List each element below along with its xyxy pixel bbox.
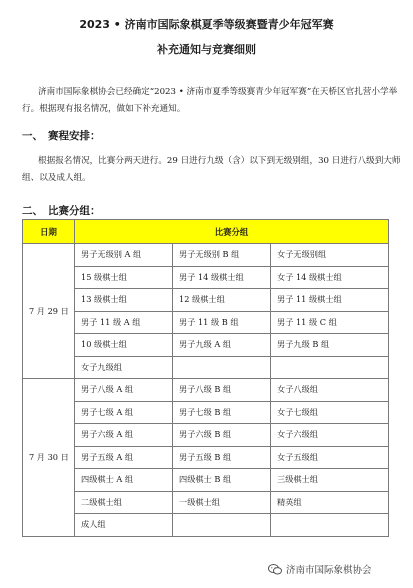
- group-cell: 男子八级 B 组: [173, 379, 271, 402]
- group-cell: 三级棋士组: [271, 469, 389, 492]
- group-cell: 四级棋士 B 组: [173, 469, 271, 492]
- group-cell: 男子 11 级 C 组: [271, 311, 389, 334]
- group-cell: 10 级棋士组: [75, 334, 173, 357]
- table-row: [23, 334, 389, 357]
- group-cell: [173, 514, 271, 537]
- table-row: [23, 289, 389, 312]
- group-cell: 男子九级 B 组: [271, 334, 389, 357]
- date-cell: 7 月 30 日: [23, 379, 75, 537]
- section-title: 比赛分组：: [48, 205, 101, 217]
- group-cell: [173, 356, 271, 379]
- date-cell: 7 月 29 日: [23, 244, 75, 379]
- group-cell: 一级棋士组: [173, 491, 271, 514]
- table-row: [23, 401, 389, 424]
- group-cell: 男子七级 A 组: [75, 401, 173, 424]
- group-cell: 女子七级组: [271, 401, 389, 424]
- table-row: [23, 446, 389, 469]
- section-number: 二、: [22, 205, 43, 217]
- group-cell: 男子八级 A 组: [75, 379, 173, 402]
- table-row: [23, 311, 389, 334]
- group-cell: 男子 14 级棋士组: [173, 266, 271, 289]
- group-cell: 男子 11 级 A 组: [75, 311, 173, 334]
- group-cell: [271, 356, 389, 379]
- group-cell: 男子无级别 A 组: [75, 244, 173, 267]
- group-cell: [271, 514, 389, 537]
- group-cell: 二级棋士组: [75, 491, 173, 514]
- section-heading-schedule: [22, 128, 101, 143]
- table-row: [23, 514, 389, 537]
- group-cell: 女子六级组: [271, 424, 389, 447]
- group-cell: 男子六级 B 组: [173, 424, 271, 447]
- table-row: [23, 491, 389, 514]
- group-cell: 女子 14 级棋士组: [271, 266, 389, 289]
- groups-table: [22, 219, 389, 537]
- group-cell: 女子八级组: [271, 379, 389, 402]
- table-row: [23, 469, 389, 492]
- footer-watermark: [268, 562, 372, 576]
- section-heading-groups: [22, 203, 101, 218]
- group-cell: 男子 11 级棋士组: [271, 289, 389, 312]
- group-cell: 13 级棋士组: [75, 289, 173, 312]
- section-number: 一、: [22, 130, 43, 142]
- group-cell: 女子九级组: [75, 356, 173, 379]
- group-cell: 四级棋士 A 组: [75, 469, 173, 492]
- table-row: [23, 356, 389, 379]
- header-groups: 比赛分组: [75, 220, 389, 244]
- table-header-row: [23, 220, 389, 244]
- footer-label: 济南市国际象棋协会: [286, 565, 372, 576]
- group-cell: 男子九级 A 组: [173, 334, 271, 357]
- group-cell: 精英组: [271, 491, 389, 514]
- table-row: [23, 244, 389, 267]
- intro-paragraph: 济南市国际象棋协会已经确定“2023 • 济南市夏季等级赛青少年冠军赛”在天桥区官扎营小学举行。根据现有报名情况，做如下补充通知。: [22, 87, 398, 114]
- group-cell: 男子五级 A 组: [75, 446, 173, 469]
- schedule-paragraph: 根据报名情况，比赛分两天进行。29 日进行九级（含）以下到无级别组，30 日进行八级到大师组、以及成人组。: [22, 156, 401, 183]
- group-cell: 女子五级组: [271, 446, 389, 469]
- group-cell: 男子七级 B 组: [173, 401, 271, 424]
- group-cell: 女子无级别组: [271, 244, 389, 267]
- section-title: 赛程安排：: [48, 130, 101, 142]
- group-cell: 男子六级 A 组: [75, 424, 173, 447]
- group-cell: 15 级棋士组: [75, 266, 173, 289]
- table-row: [23, 266, 389, 289]
- document-title: 2023 • 济南市国际象棋夏季等级赛暨青少年冠军赛: [79, 18, 334, 31]
- group-cell: 12 级棋士组: [173, 289, 271, 312]
- header-date: 日期: [23, 220, 75, 244]
- table-row: [23, 424, 389, 447]
- group-cell: 男子无级别 B 组: [173, 244, 271, 267]
- table-body: [23, 244, 389, 537]
- document-subtitle: 补充通知与竞赛细则: [157, 43, 256, 56]
- group-cell: 男子五级 B 组: [173, 446, 271, 469]
- table-row: [23, 379, 389, 402]
- group-cell: 成人组: [75, 514, 173, 537]
- group-cell: 男子 11 级 B 组: [173, 311, 271, 334]
- wechat-icon: [268, 564, 282, 575]
